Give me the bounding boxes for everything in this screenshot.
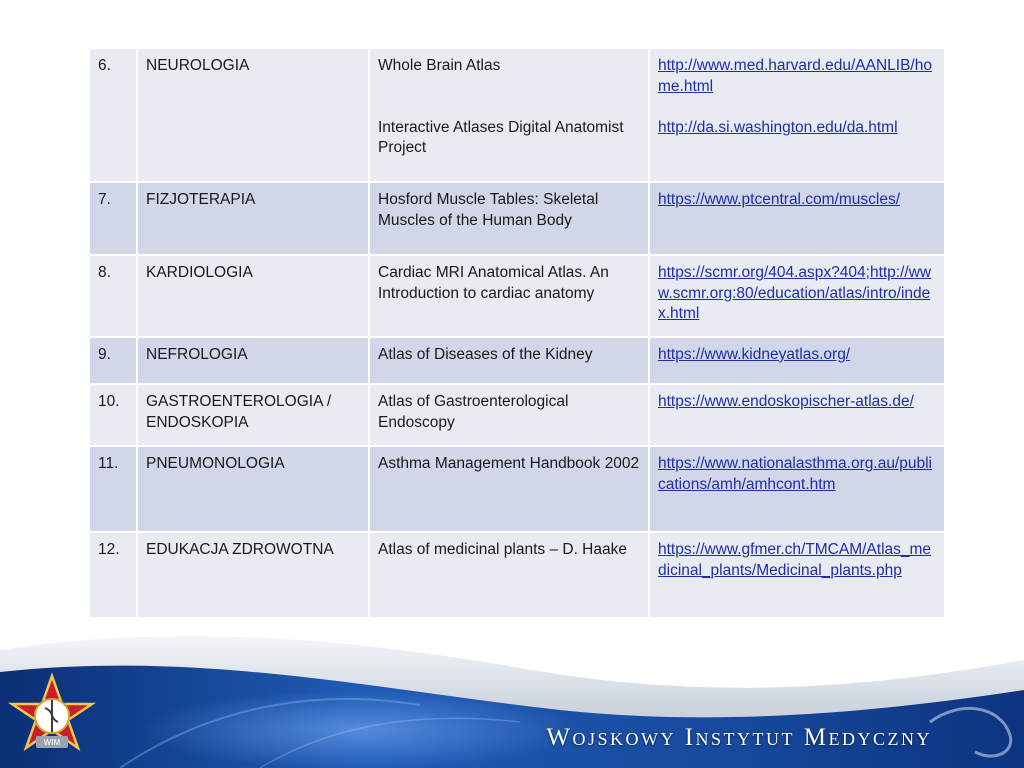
row-number: 12. bbox=[89, 532, 137, 618]
resource-title: Hosford Muscle Tables: Skeletal Muscles of the Human Body bbox=[369, 182, 649, 255]
table-row bbox=[89, 48, 945, 182]
resource-link[interactable]: https://www.ptcentral.com/muscles/ bbox=[658, 191, 901, 208]
row-number: 6. bbox=[89, 48, 137, 182]
link-cell bbox=[649, 48, 945, 182]
table-row bbox=[89, 255, 945, 337]
resource-link[interactable]: http://da.si.washington.edu/da.html bbox=[658, 119, 898, 136]
resource-link[interactable]: https://scmr.org/404.aspx?404;http://www.scmr.org:80/education/atlas/intro/index.html bbox=[658, 264, 932, 322]
link-cell bbox=[649, 182, 945, 255]
table-row bbox=[89, 532, 945, 618]
specialty: PNEUMONOLOGIA bbox=[137, 446, 369, 532]
resource-title: Cardiac MRI Anatomical Atlas. An Introduction to cardiac anatomy bbox=[369, 255, 649, 337]
specialty: NEFROLOGIA bbox=[137, 337, 369, 384]
link-cell bbox=[649, 255, 945, 337]
resource-link[interactable]: http://www.med.harvard.edu/AANLIB/home.html bbox=[658, 57, 932, 95]
table-row bbox=[89, 446, 945, 532]
table-row bbox=[89, 384, 945, 446]
specialty: GASTROENTEROLOGIA / ENDOSKOPIA bbox=[137, 384, 369, 446]
specialty: NEUROLOGIA bbox=[137, 48, 369, 182]
resource-title: Interactive Atlases Digital Anatomist Project bbox=[378, 118, 624, 156]
resource-link[interactable]: https://www.gfmer.ch/TMCAM/Atlas_medicinal_plants/Medicinal_plants.php bbox=[658, 541, 932, 579]
row-number: 10. bbox=[89, 384, 137, 446]
resource-title: Whole Brain Atlas bbox=[378, 57, 501, 74]
link-cell bbox=[649, 532, 945, 618]
table-row bbox=[89, 337, 945, 384]
row-number: 7. bbox=[89, 182, 137, 255]
resource-title: Asthma Management Handbook 2002 bbox=[369, 446, 649, 532]
specialty: EDUKACJA ZDROWOTNA bbox=[137, 532, 369, 618]
row-number: 8. bbox=[89, 255, 137, 337]
row-number: 9. bbox=[89, 337, 137, 384]
emblem-text: WIM bbox=[43, 738, 61, 747]
specialty: FIZJOTERAPIA bbox=[137, 182, 369, 255]
resource-title: Atlas of Gastroenterological Endoscopy bbox=[369, 384, 649, 446]
resource-link[interactable]: https://www.endoskopischer-atlas.de/ bbox=[658, 393, 914, 410]
row-number: 11. bbox=[89, 446, 137, 532]
resource-link[interactable]: https://www.nationalasthma.org.au/publications/amh/amhcont.htm bbox=[658, 455, 932, 493]
link-cell bbox=[649, 446, 945, 532]
resource-cell bbox=[369, 48, 649, 182]
link-cell bbox=[649, 337, 945, 384]
atlas-table bbox=[88, 47, 946, 619]
resource-link[interactable]: https://www.kidneyatlas.org/ bbox=[658, 346, 851, 363]
specialty: KARDIOLOGIA bbox=[137, 255, 369, 337]
resource-title: Atlas of medicinal plants – D. Haake bbox=[369, 532, 649, 618]
link-cell bbox=[649, 384, 945, 446]
resource-title: Atlas of Diseases of the Kidney bbox=[369, 337, 649, 384]
table-row bbox=[89, 182, 945, 255]
institute-name: Wojskowy Instytut Medyczny bbox=[546, 724, 932, 751]
